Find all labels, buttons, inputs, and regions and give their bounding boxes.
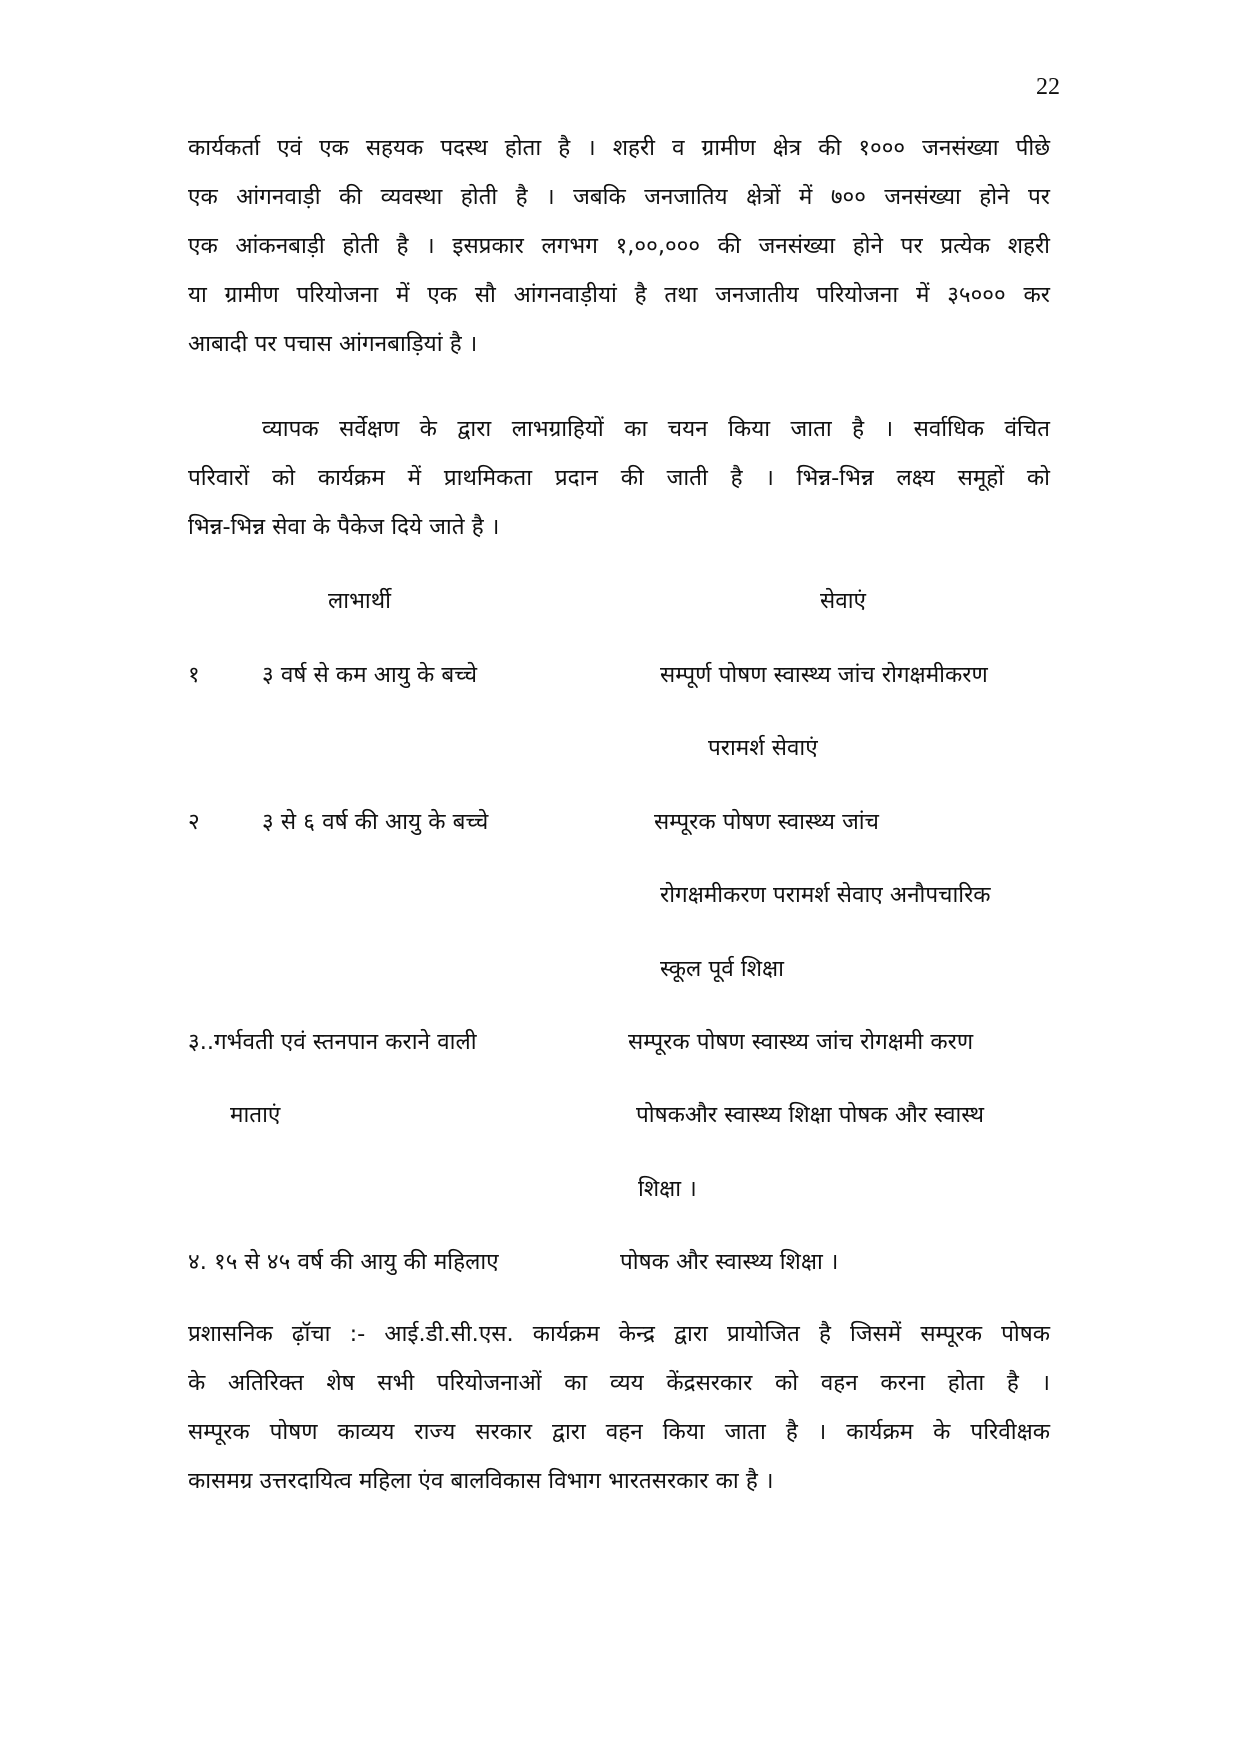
paragraph-3-line-2: के अतिरिक्त शेष सभी परियोजनाओं का व्यय केंद्रसरकार को वहन करना होता है ।	[188, 1370, 1050, 1396]
row-2-service-line-1: सम्पूरक पोषण स्वास्थ्य जांच	[654, 809, 879, 835]
header-services: सेवाएं	[820, 588, 866, 614]
paragraph-2	[188, 405, 1050, 552]
row-4-service-line-1: पोषक और स्वास्थ्य शिक्षा ।	[620, 1249, 839, 1275]
paragraph-1	[188, 124, 1050, 369]
paragraph-3	[188, 1310, 1050, 1506]
paragraph-1-line-3: एक आंकनबाड़ी होती है । इसप्रकार लगभग १,००,००० की जनसंख्या होने पर प्रत्येक शहरी	[188, 233, 1050, 259]
row-2-service-line-2: रोगक्षमीकरण परामर्श सेवाए अनौपचारिक	[660, 882, 991, 908]
row-3-beneficiary-cont: माताएं	[230, 1102, 281, 1128]
row-1-beneficiary: ३ वर्ष से कम आयु के बच्चे	[262, 662, 478, 688]
row-2-beneficiary: ३ से ६ वर्ष की आयु के बच्चे	[262, 809, 489, 835]
paragraph-3-line-1: प्रशासनिक ढ़ॉचा :- आई.डी.सी.एस. कार्यक्रम केन्द्र द्वारा प्रायोजित है जिसमें सम्पूरक पोषक	[188, 1321, 1050, 1347]
paragraph-3-line-4: कासमग्र उत्तरदायित्व महिला एंव बालविकास विभाग भारतसरकार का है ।	[188, 1468, 774, 1494]
row-4-beneficiary: ४. १५ से ४५ वर्ष की आयु की महिलाए	[188, 1249, 499, 1275]
row-2-service-line-3: स्कूल पूर्व शिक्षा	[660, 956, 784, 982]
row-3-service-line-3: शिक्षा ।	[638, 1176, 697, 1202]
paragraph-1-line-4: या ग्रामीण परियोजना में एक सौ आंगनवाड़ीयां है तथा जनजातीय परियोजना में ३५००० कर	[188, 282, 1050, 308]
paragraph-2-line-2: परिवारों को कार्यक्रम में प्राथमिकता प्रदान की जाती है । भिन्न-भिन्न लक्ष्य समूहों को	[188, 465, 1050, 491]
paragraph-1-line-2: एक आंगनवाड़ी की व्यवस्था होती है । जबकि जनजातिय क्षेत्रों में ७०० जनसंख्या होने पर	[188, 184, 1050, 210]
paragraph-2-line-1: व्यापक सर्वेक्षण के द्वारा लाभग्राहियों का चयन किया जाता है । सर्वाधिक वंचित	[262, 416, 1050, 442]
row-2-number: २	[188, 809, 200, 835]
paragraph-3-line-3: सम्पूरक पोषण काव्यय राज्य सरकार द्वारा वहन किया जाता है । कार्यक्रम के परिवीक्षक	[188, 1419, 1050, 1445]
paragraph-2-line-3: भिन्न-भिन्न सेवा के पैकेज दिये जाते है ।	[188, 514, 500, 540]
header-beneficiary: लाभार्थी	[328, 588, 391, 614]
row-3-service-line-1: सम्पूरक पोषण स्वास्थ्य जांच रोगक्षमी करण	[628, 1029, 974, 1055]
page-number: 22	[1036, 74, 1060, 100]
row-3-beneficiary: ३..गर्भवती एवं स्तनपान कराने वाली	[188, 1029, 477, 1055]
row-3-service-line-2: पोषकऔर स्वास्थ्य शिक्षा पोषक और स्वास्थ	[636, 1102, 984, 1128]
row-1-service-line-1: सम्पूर्ण पोषण स्वास्थ्य जांच रोगक्षमीकरण	[660, 662, 988, 688]
paragraph-1-line-1: कार्यकर्ता एवं एक सहयक पदस्थ होता है । शहरी व ग्रामीण क्षेत्र की १००० जनसंख्या पीछे	[188, 135, 1050, 161]
paragraph-1-line-5: आबादी पर पचास आंगनबाड़ियां है ।	[188, 331, 478, 357]
row-1-number: १	[188, 662, 200, 688]
row-1-service-line-2: परामर्श सेवाएं	[708, 735, 818, 761]
